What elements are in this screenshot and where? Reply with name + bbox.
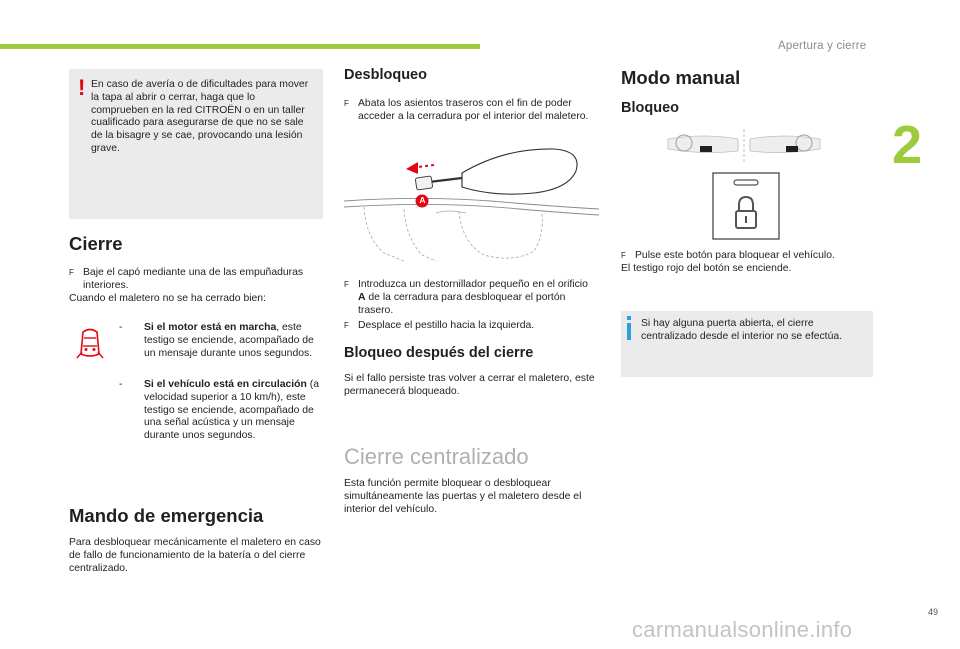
info-box [621,311,873,377]
cierre-para: Cuando el maletero no se ha cerrado bien: [69,293,266,304]
open-boot-warning-icon [73,324,107,364]
cierre-item-2 [119,379,324,443]
bloqueo-despues-para: Si el fallo persiste tras volver a cerrar el maletero, este permanecerá bloqueado. [344,373,595,397]
bullet-2-suffix: de la cerradura para desbloquear el portón trasero. [358,291,566,316]
info-icon [627,316,631,340]
cierre-item-1-bold: Si el motor está en marcha [144,322,277,333]
centralizado-para: Esta función permite bloquear o desbloquear simultáneamente las puertas y el maletero desde el interior del vehículo. [344,478,582,515]
desbloqueo-bullet [344,98,596,124]
dashboard-location-illustration [664,129,824,163]
warning-box [69,69,323,219]
watermark: carmanualsonline.info [632,617,853,642]
cierre-item-2-bold: Si el vehículo está en circulación [144,379,307,390]
emergencia-heading: Mando de emergencia [69,505,264,526]
bloqueo-bullet-text: Pulse este botón para bloquear el vehículo. [635,250,835,261]
dash-mark: - [119,379,123,390]
cierre-item-1-text: , este testigo se enciende, acompañado de un mensaje durante unos segundos. [144,322,314,359]
bloqueo-despues-heading: Bloqueo después del cierre [344,345,534,361]
cierre-item-2-text: (a velocidad superior a 10 km/h), este testigo se enciende, acompañado de una señal acústica y un mensaje durante unos segundos. [144,379,319,442]
desbloqueo-bullet-3 [344,320,596,333]
chapter-number: 2 [892,115,923,175]
cierre-item-1 [119,322,324,360]
bullet-2-text: Introduzca un destornillador pequeño en el orificio [358,279,588,290]
info-text: Si hay alguna puerta abierta, el cierre centralizado desde el interior no se efectúa. [641,318,843,342]
cierre-bullet [69,267,319,293]
desbloqueo-bullet-text: Abata los asientos traseros con el fin de poder acceder a la cerradura por el interior del maletero. [358,98,589,122]
bullet-arrow-icon: F [344,99,349,108]
bullet-arrow-icon: F [344,280,349,289]
cierre-bullet-text: Baje el capó mediante una de las empuñaduras interiores. [83,267,304,291]
exclamation-icon: ! [78,75,86,100]
bullet-arrow-icon: F [69,268,74,277]
padlock-icon[interactable] [712,172,780,240]
bullet-arrow-icon: F [344,321,349,330]
centralizado-heading: Cierre centralizado [344,444,529,469]
bloqueo-heading: Bloqueo [621,100,679,116]
label-a: A [419,195,426,205]
bloqueo-bullet [621,250,873,263]
desbloqueo-heading: Desbloqueo [344,67,427,83]
header-accent-bar [0,44,480,49]
bullet-2-bold: A [358,291,366,303]
modo-manual-heading: Modo manual [621,67,741,88]
page-number: 49 [928,607,939,617]
section-title: Apertura y cierre [778,40,867,52]
bullet-arrow-icon: F [621,251,626,260]
dash-mark: - [119,322,123,333]
bullet-3-text: Desplace el pestillo hacia la izquierda. [358,320,535,331]
screwdriver-illustration [344,143,599,265]
cierre-heading: Cierre [69,233,123,254]
warning-text: En caso de avería o de dificultades para mover la tapa al abrir o cerrar, haga que lo comprueben en la red CITROËN o en un taller cualificado para asegurarse de que no se sale de la bisagre y se cae, provocando una lesión grave. [91,79,309,154]
emergencia-para: Para desbloquear mecánicamente el maletero en caso de fallo de funcionamiento de la batería o del cierre centralizado. [69,537,321,574]
bloqueo-para: El testigo rojo del botón se enciende. [621,263,792,274]
desbloqueo-bullet-2 [344,279,596,317]
